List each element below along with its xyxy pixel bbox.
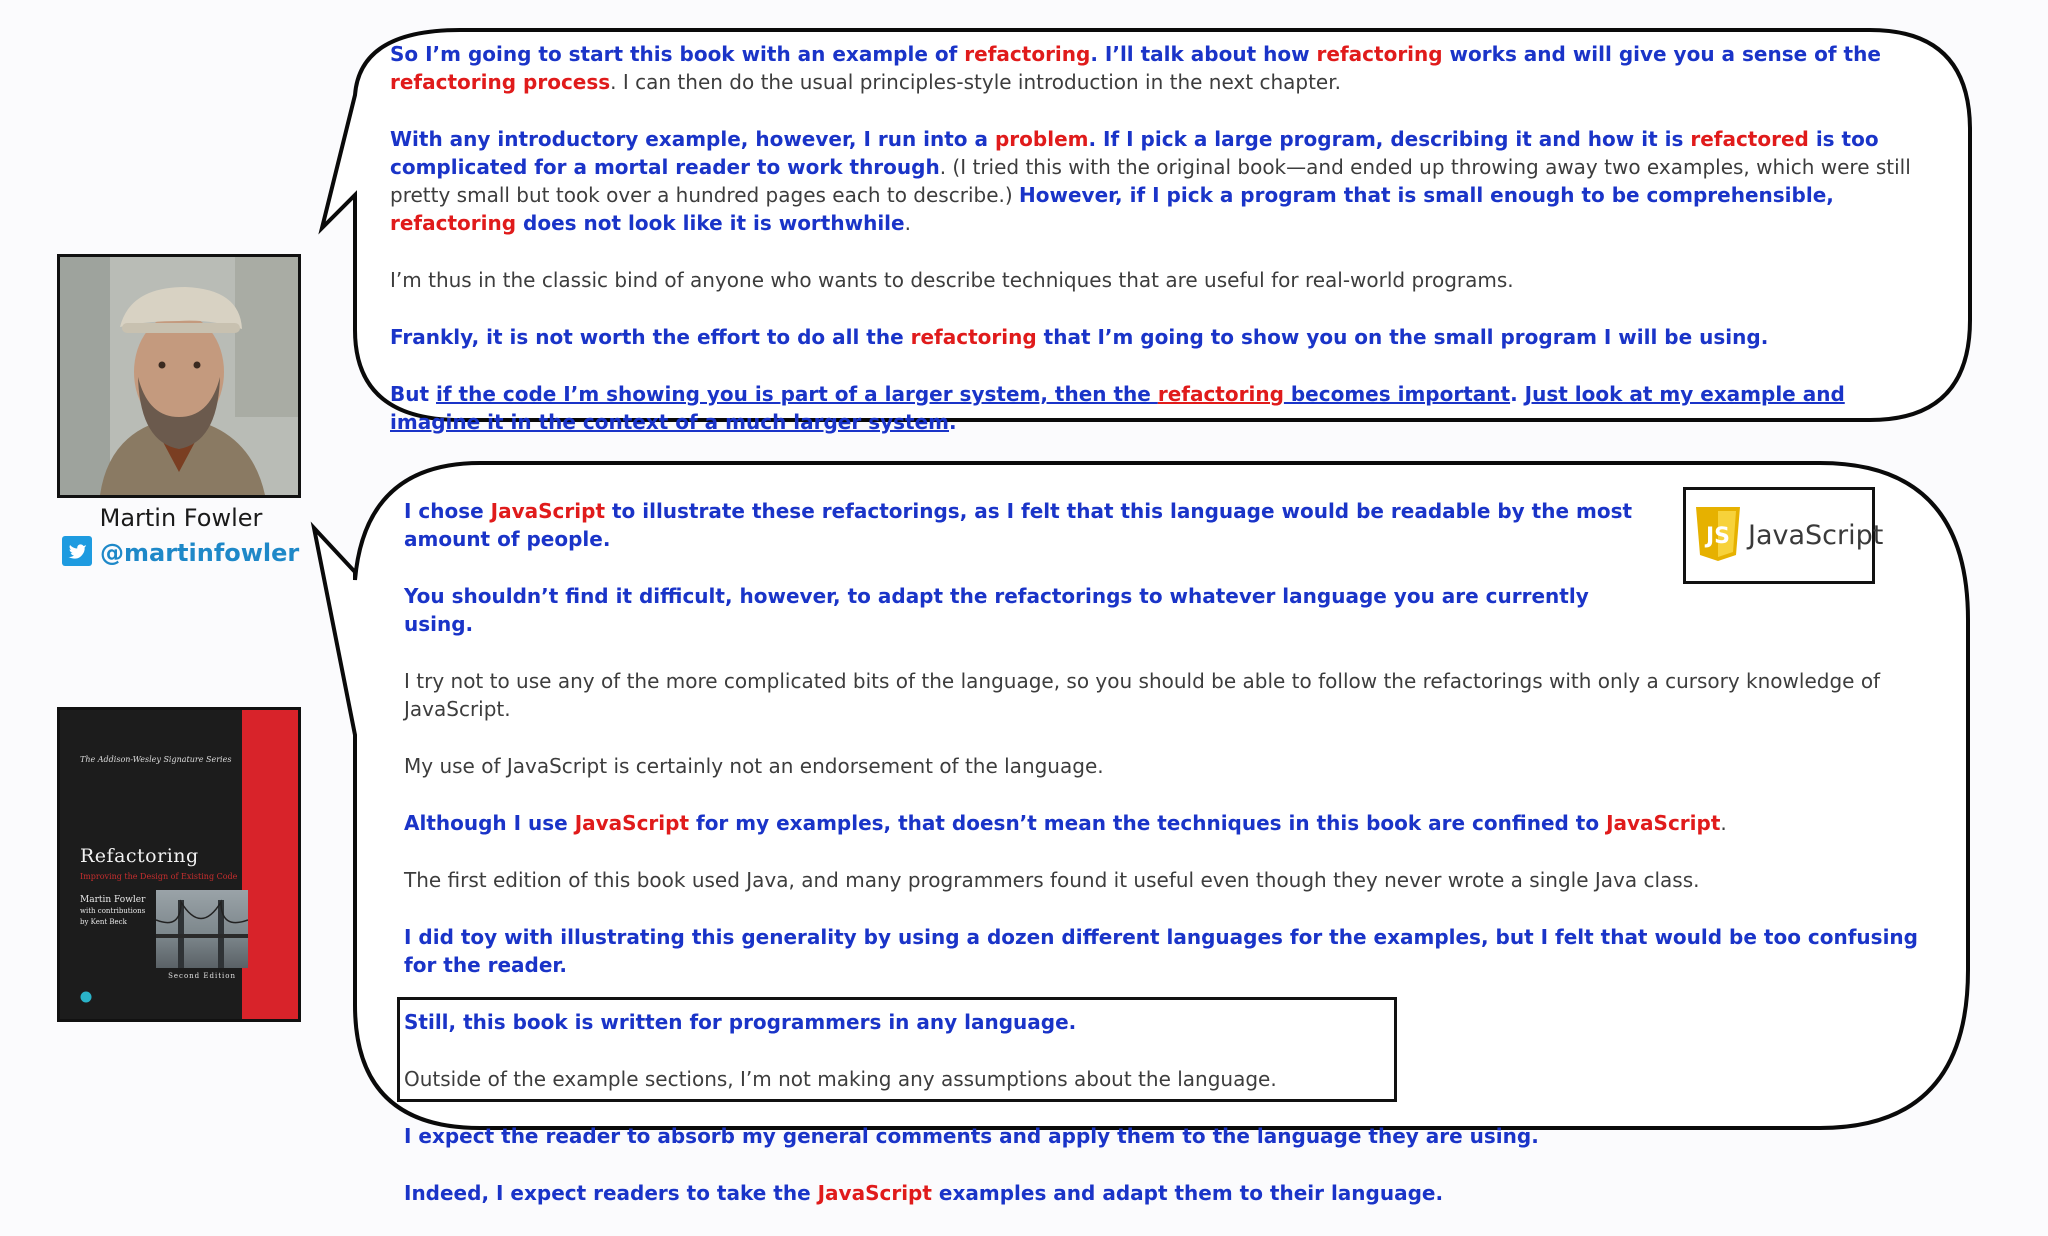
text-run: becomes important — [1283, 382, 1511, 406]
javascript-logo — [1683, 487, 1884, 584]
text-run: Although I use — [404, 811, 575, 835]
text-run: refactoring — [390, 211, 517, 235]
top-bubble-paragraph — [390, 323, 1930, 351]
bottom-bubble-paragraph — [404, 923, 1944, 979]
book-bridge-image — [156, 890, 248, 968]
twitter-bird-icon — [62, 536, 92, 570]
bottom-bubble-paragraph — [404, 1122, 1944, 1150]
text-run: refactoring process — [390, 70, 611, 94]
author-photo — [57, 254, 301, 498]
text-run: The first edition of this book used Java, and many programmers found it useful even though they never wrote a single Java class. — [404, 868, 1700, 892]
publisher-logo-icon — [80, 988, 92, 1007]
top-bubble-paragraph — [390, 266, 1930, 294]
book-subtitle: Improving the Design of Existing Code — [80, 872, 238, 881]
text-run: . — [1510, 382, 1525, 406]
text-run: Frankly, it is not worth the effort to do all the — [390, 325, 911, 349]
bottom-bubble-paragraph — [404, 582, 1664, 638]
text-run: You shouldn’t find it difficult, however, to adapt the refactorings to whatever language you are currently using. — [404, 584, 1589, 636]
top-bubble-paragraph — [390, 125, 1930, 237]
text-run: to illustrate these refactorings, as I felt that this language would be readable by the most amount of people. — [404, 499, 1633, 551]
text-run: refactoring — [1157, 382, 1284, 406]
text-run: JavaScript — [490, 499, 605, 523]
bottom-bubble-paragraph — [404, 1179, 1944, 1207]
text-run: . If I pick a large program, describing it and how it is — [1088, 127, 1691, 151]
text-run: JavaScript — [1606, 811, 1721, 835]
bottom-bubble-text — [404, 497, 1944, 1236]
text-run: refactoring — [1316, 42, 1443, 66]
text-run: But — [390, 382, 437, 406]
book-author-name: Martin Fowler — [80, 895, 146, 905]
js-shield-icon — [1694, 505, 1742, 567]
bottom-bubble-paragraph — [404, 809, 1944, 837]
text-run: Outside of the example sections, I’m not making any assumptions about the language. — [404, 1067, 1277, 1091]
twitter-row[interactable] — [62, 536, 299, 570]
text-run: JavaScript — [574, 811, 690, 835]
text-run: . — [949, 410, 957, 434]
bottom-bubble-paragraph — [404, 497, 1664, 553]
text-run: So I’m going to start this book with an example of — [390, 42, 965, 66]
text-run: I try not to use any of the more complicated bits of the language, so you should be able to follow the refactorings with only a cursory knowledge of JavaScript. — [404, 669, 1881, 721]
text-run: I did toy with illustrating this generality by using a dozen different languages for the examples, but I felt that would be too confusing for the reader. — [404, 925, 1918, 977]
book-spine-band — [242, 710, 298, 1019]
text-run: works and will give you a sense of the — [1442, 42, 1881, 66]
text-run: Still, this book is written for programmers in any language. — [404, 1010, 1077, 1034]
text-run: . I can then do the usual principles-style introduction in the next chapter. — [610, 70, 1341, 94]
text-run: I’m thus in the classic bind of anyone who wants to describe techniques that are useful for real-world programs. — [390, 268, 1514, 292]
javascript-label: JavaScript — [1748, 520, 1884, 551]
text-run: JavaScript — [817, 1181, 932, 1205]
text-run: I chose — [404, 499, 491, 523]
text-run: . I’ll talk about how — [1090, 42, 1317, 66]
book-cover — [57, 707, 301, 1022]
text-run: . — [1720, 811, 1727, 835]
book-author — [80, 895, 150, 928]
text-run: However, if I pick a program that is small enough to be comprehensible, — [1019, 183, 1834, 207]
top-bubble-paragraph — [390, 40, 1930, 96]
text-run: examples and adapt them to their language. — [931, 1181, 1444, 1205]
text-run: refactored — [1690, 127, 1809, 151]
book-contributor: with contributions by Kent Beck — [80, 907, 146, 926]
top-bubble-text — [390, 40, 1930, 465]
text-run: refactoring — [910, 325, 1037, 349]
text-run: My use of JavaScript is certainly not an endorsement of the language. — [404, 754, 1104, 778]
text-run: problem — [994, 127, 1089, 151]
text-run: . (I tried this with the original book—and ended up throwing away two examples, which were still pretty small but took over a hundred pages each to describe.) — [390, 155, 1911, 207]
bottom-bubble-paragraph — [404, 667, 1944, 723]
book-title: Refactoring — [80, 845, 199, 867]
text-run: for my examples, that doesn’t mean the techniques in this book are confined to — [689, 811, 1607, 835]
bottom-bubble-paragraph — [404, 752, 1944, 780]
text-run: I expect the reader to absorb my general comments and apply them to the language they are using. — [404, 1124, 1539, 1148]
text-run: refactoring — [964, 42, 1091, 66]
text-run: if the code I’m showing you is part of a larger system, then the — [436, 382, 1158, 406]
text-run: Just look at my example and imagine it in the context of a much larger system — [390, 382, 1845, 434]
highlight-box — [397, 997, 1397, 1102]
text-run: Indeed, I expect readers to take the — [404, 1181, 818, 1205]
text-run: does not look like it is worthwhile — [516, 211, 905, 235]
bottom-bubble-paragraph — [404, 866, 1944, 894]
text-run: With any introductory example, however, I run into a — [390, 127, 995, 151]
twitter-handle[interactable]: @martinfowler — [100, 539, 300, 567]
text-run: that I’m going to show you on the small program I will be using. — [1036, 325, 1769, 349]
text-run: . — [904, 211, 911, 235]
text-run: is too complicated for a mortal reader to work through — [390, 127, 1879, 179]
top-bubble-paragraph — [390, 380, 1930, 436]
book-series: The Addison-Wesley Signature Series — [80, 755, 232, 764]
js-shield-mark: JS — [1705, 523, 1731, 549]
author-name: Martin Fowler — [99, 504, 263, 532]
book-edition: Second Edition — [168, 972, 236, 980]
